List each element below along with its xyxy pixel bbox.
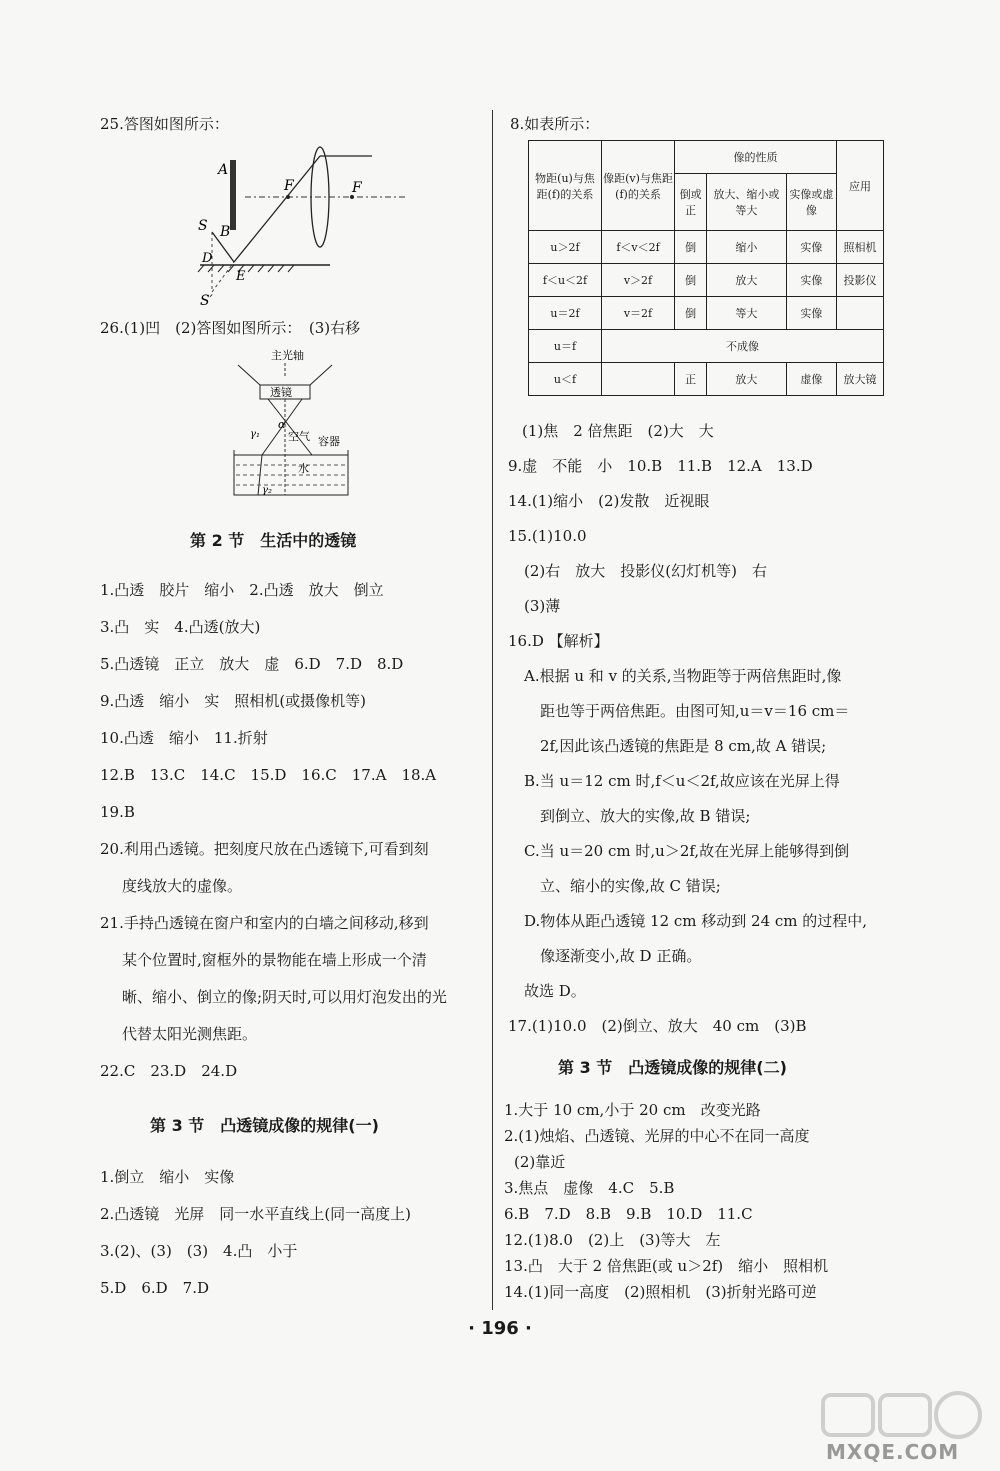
right-line-16: 像逐渐变小,故 D 正确。	[540, 947, 702, 965]
sec2-line-13: 代替太阳光测焦距。	[122, 1025, 258, 1043]
right-line-18: 17.(1)10.0 (2)倒立、放大 40 cm (3)B	[508, 1017, 807, 1035]
label-B: B	[220, 224, 231, 240]
th-image-distance: 像距(v)与焦距(f)的关系	[602, 141, 675, 231]
right-line-9: 距也等于两倍焦距。由图可知,u＝v＝16 cm＝	[540, 702, 850, 720]
section-3a-title: 第 3 节 凸透镜成像的规律(一)	[150, 1116, 379, 1135]
q8-line: 8.如表所示：	[510, 115, 600, 133]
sec2-line-6: 12.B 13.C 14.C 15.D 16.C 17.A 18.A	[100, 766, 437, 784]
right-line-1: (1)焦 2 倍焦距 (2)大 大	[522, 422, 714, 440]
table-row: f＜u＜2f v＞2f 倒 放大 实像 投影仪	[529, 264, 884, 297]
th-object-distance: 物距(u)与焦距(f)的关系	[529, 141, 602, 231]
th-size: 放大、缩小或等大	[707, 174, 787, 231]
right-line-5: (2)右 放大 投影仪(幻灯机等) 右	[524, 562, 767, 580]
table-row: u＞2f f＜v＜2f 倒 缩小 实像 照相机	[529, 231, 884, 264]
sec2-line-11: 某个位置时,窗框外的景物能在墙上形成一个清	[122, 951, 427, 969]
figure-25-diagram	[190, 140, 420, 315]
sec3a-line-1: 1.倒立 缩小 实像	[100, 1168, 235, 1186]
label-S-prime: S′	[200, 293, 213, 309]
label-D: D	[202, 251, 213, 266]
right-line-6: (3)薄	[524, 597, 561, 615]
right-line-12: 到倒立、放大的实像,故 B 错误;	[540, 807, 751, 825]
th-real-virtual: 实像或虚像	[786, 174, 836, 231]
sec3b-line-3: (2)靠近	[514, 1153, 566, 1171]
page-number: · 196 ·	[468, 1318, 532, 1339]
right-line-14: 立、缩小的实像,故 C 错误;	[540, 877, 721, 895]
th-application: 应用	[837, 141, 884, 231]
sec3b-line-2: 2.(1)烛焰、凸透镜、光屏的中心不在同一高度	[504, 1127, 810, 1145]
sec2-line-12: 晰、缩小、倒立的像;阴天时,可以用灯泡发出的光	[122, 988, 447, 1006]
sec3b-line-7: 13.凸 大于 2 倍焦距(或 u＞2f) 缩小 照相机	[504, 1257, 829, 1275]
label-gamma2: γ₂	[262, 485, 272, 496]
sec2-line-7: 19.B	[100, 803, 135, 821]
sec2-line-3: 5.凸透镜 正立 放大 虚 6.D 7.D 8.D	[100, 655, 404, 673]
sec2-line-9: 度线放大的虚像。	[122, 877, 243, 895]
sec3b-line-8: 14.(1)同一高度 (2)照相机 (3)折射光路可逆	[504, 1283, 817, 1301]
lens-image-table	[528, 140, 884, 396]
sec2-line-8: 20.利用凸透镜。把刻度尺放在凸透镜下,可看到刻	[100, 840, 429, 858]
table-row: u＝f 不成像	[529, 330, 884, 363]
right-line-13: C.当 u＝20 cm 时,u＞2f,故在光屏上能够得到倒	[524, 842, 850, 860]
sec3a-line-3: 3.(2)、(3) (3) 4.凸 小于	[100, 1242, 298, 1260]
sec2-line-14: 22.C 23.D 24.D	[100, 1062, 238, 1080]
sec2-line-2: 3.凸 实 4.凸透(放大)	[100, 618, 261, 636]
sec2-line-5: 10.凸透 缩小 11.折射	[100, 729, 268, 747]
label-water: 水	[298, 462, 309, 475]
label-S: S	[198, 218, 208, 234]
sec2-line-10: 21.手持凸透镜在窗户和室内的白墙之间移动,移到	[100, 914, 429, 932]
sec3b-line-1: 1.大于 10 cm,小于 20 cm 改变光路	[504, 1101, 761, 1119]
sec3b-line-5: 6.B 7.D 8.B 9.B 10.D 11.C	[504, 1205, 753, 1223]
label-gamma1: γ₁	[250, 429, 260, 440]
table-row: u＜f 正 放大 虚像 放大镜	[529, 363, 884, 396]
mirror-A	[230, 160, 236, 230]
right-line-10: 2f,因此该凸透镜的焦距是 8 cm,故 A 错误;	[540, 737, 827, 755]
column-divider	[492, 110, 493, 1310]
label-A: A	[218, 162, 229, 178]
right-line-3: 14.(1)缩小 (2)发散 近视眼	[508, 492, 710, 510]
watermark-text: MXQE.COM	[826, 1440, 960, 1464]
label-F-left: F	[284, 178, 294, 194]
q25-line: 25.答图如图所示：	[100, 115, 229, 133]
right-line-17: 故选 D。	[524, 982, 586, 1000]
label-container: 容器	[318, 435, 340, 448]
section-3b-title: 第 3 节 凸透镜成像的规律(二)	[558, 1058, 787, 1077]
label-lens: 透镜	[270, 386, 292, 399]
sec3b-line-4: 3.焦点 虚像 4.C 5.B	[504, 1179, 675, 1197]
label-air: 空气	[288, 430, 310, 443]
right-line-4: 15.(1)10.0	[508, 527, 587, 545]
th-inverted: 倒或正	[675, 174, 707, 231]
sec3a-line-4: 5.D 6.D 7.D	[100, 1279, 210, 1297]
sec3a-line-2: 2.凸透镜 光屏 同一水平直线上(同一高度上)	[100, 1205, 412, 1223]
sec2-line-4: 9.凸透 缩小 实 照相机(或摄像机等)	[100, 692, 367, 710]
label-axis: 主光轴	[271, 349, 304, 362]
th-image-nature: 像的性质	[675, 141, 837, 174]
right-line-2: 9.虚 不能 小 10.B 11.B 12.A 13.D	[508, 457, 813, 475]
right-line-15: D.物体从距凸透镜 12 cm 移动到 24 cm 的过程中,	[524, 912, 868, 930]
figure-26-diagram	[228, 345, 358, 500]
label-F-right: F	[352, 180, 362, 196]
right-line-11: B.当 u＝12 cm 时,f＜u＜2f,故应该在光屏上得	[524, 772, 840, 790]
sec3b-line-6: 12.(1)8.0 (2)上 (3)等大 左	[504, 1231, 721, 1249]
label-E: E	[236, 269, 246, 284]
right-line-8: A.根据 u 和 v 的关系,当物距等于两倍焦距时,像	[524, 667, 842, 685]
right-line-7: 16.D 【解析】	[508, 632, 609, 650]
label-alpha: α	[278, 418, 286, 431]
sec2-line-1: 1.凸透 胶片 缩小 2.凸透 放大 倒立	[100, 581, 384, 599]
table-row: u＝2f v＝2f 倒 等大 实像	[529, 297, 884, 330]
section-2-title: 第 2 节 生活中的透镜	[190, 531, 357, 550]
q26-line: 26.(1)凹 (2)答图如图所示： (3)右移	[100, 319, 361, 337]
